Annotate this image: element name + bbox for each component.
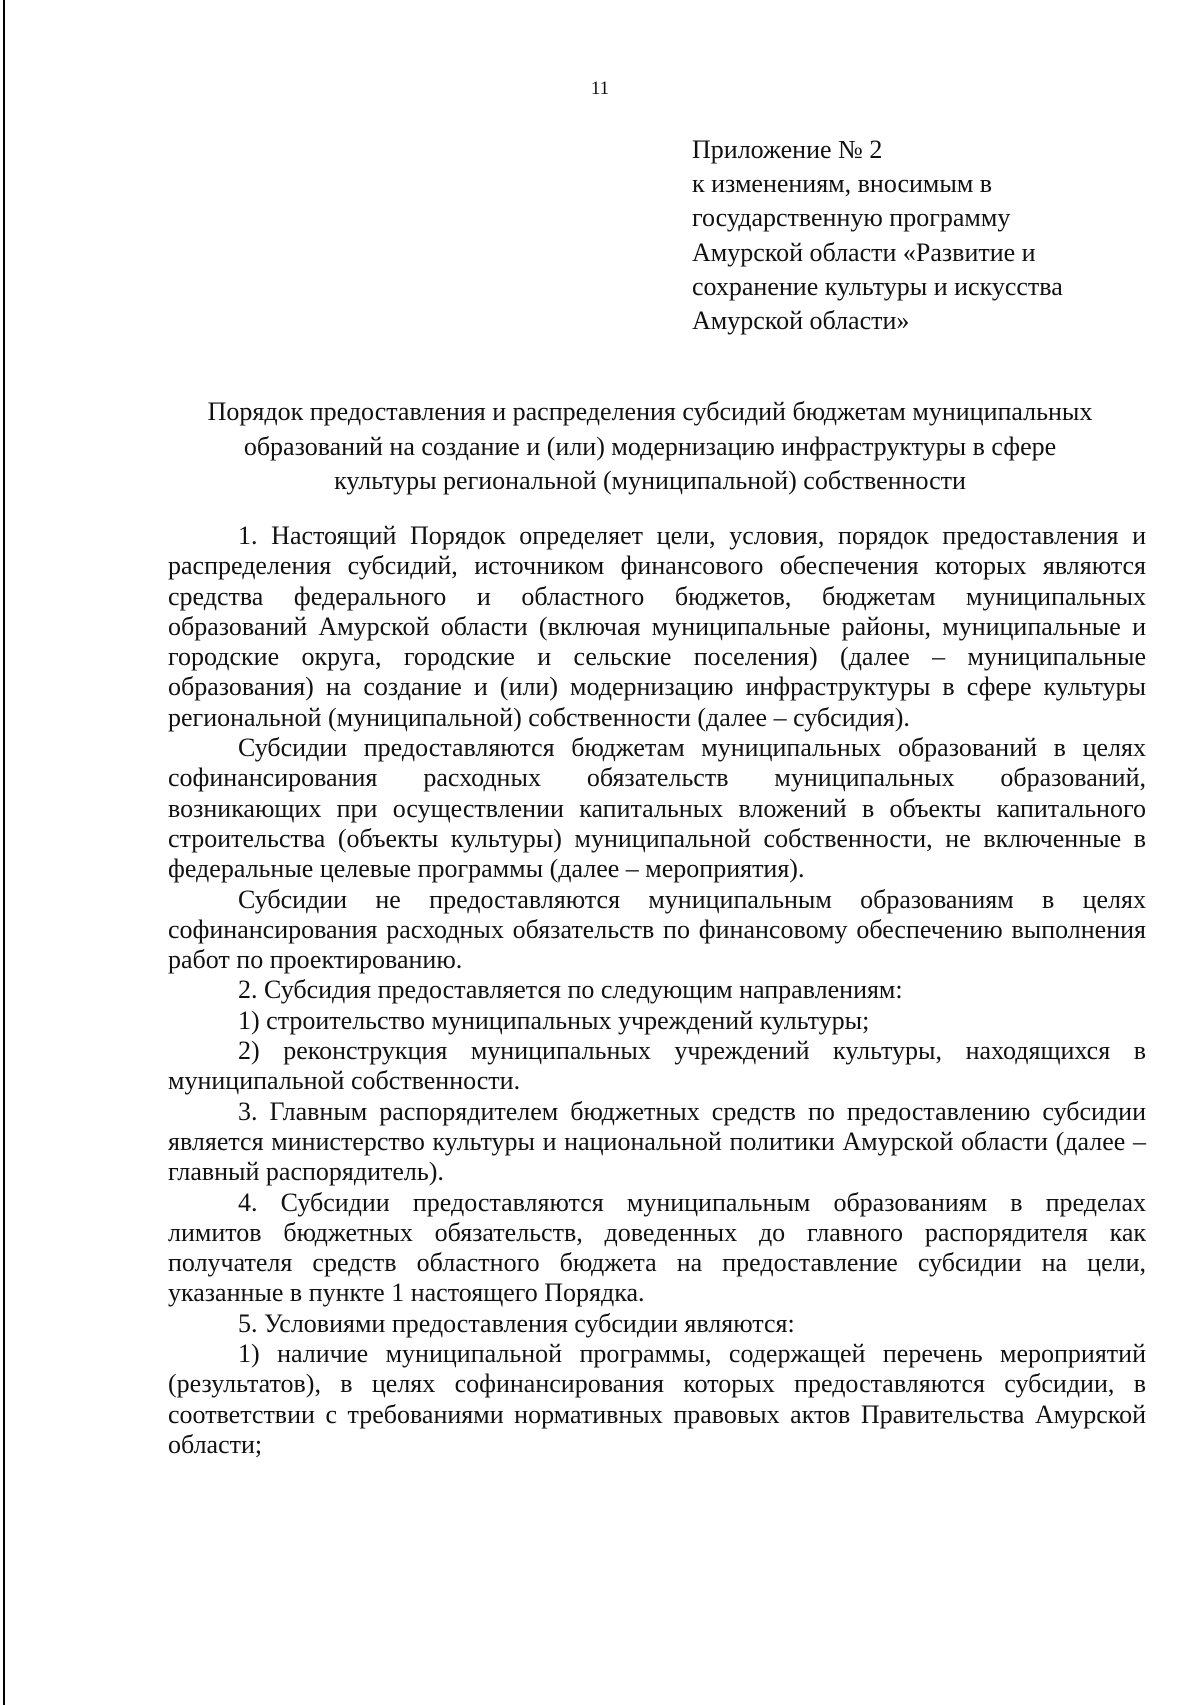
appendix-line: Приложение № 2 <box>692 135 883 164</box>
paragraph-5: 5. Условиями предоставления субсидии являются: <box>238 1308 795 1338</box>
scan-edge-line <box>3 0 5 1705</box>
paragraph-subsidy-purpose: Субсидии предоставляются бюджетам муниципальных образований в целях софинансирования расходных обязательств муниципальных образований, возникающих при осуществлении капитальных вложений в объекты капитального строительства (объекты культуры) муниципальной собственности, не включенные в федеральные целевые программы (далее – мероприятия). <box>168 733 1146 884</box>
title-line: образований на создание и (или) модернизацию инфраструктуры в сфере <box>243 431 1057 461</box>
appendix-line: Амурской области» <box>692 306 910 336</box>
title-line: культуры региональной (муниципальной) собственности <box>334 466 966 495</box>
document-body <box>168 521 1146 1460</box>
page-number: 11 <box>590 78 610 99</box>
paragraph-2: 2. Субсидия предоставляется по следующим направлениям: <box>238 975 903 1005</box>
paragraph-2-item-1: 1) строительство муниципальных учреждений культуры; <box>238 1005 870 1035</box>
appendix-line: к изменениям, вносимым в <box>692 169 993 199</box>
appendix-header <box>692 133 1132 338</box>
appendix-line: государственную программу <box>692 203 1011 233</box>
paragraph-1: 1. Настоящий Порядок определяет цели, условия, порядок предоставления и распределения субсидий, источником финансового обеспечения которых являются средства федерального и областного бюджетов, бюджетам муниципальных образований Амурской области (включая муниципальные районы, муниципальные и городские округа, городские и сельские поселения) (далее – муниципальные образования) на создание и (или) модернизацию инфраструктуры в сфере культуры региональной (муниципальной) собственности (далее – субсидия). <box>168 521 1146 732</box>
paragraph-2-item-2: 2) реконструкция муниципальных учреждений культуры, находящихся в муниципальной собственности. <box>168 1036 1146 1096</box>
appendix-line: сохранение культуры и искусства <box>692 271 1063 301</box>
paragraph-4: 4. Субсидии предоставляются муниципальным образованиям в пределах лимитов бюджетных обязательств, доведенных до главного распорядителя как получателя средств областного бюджета на предоставление субсидии на цели, указанные в пункте 1 настоящего Порядка. <box>168 1187 1146 1308</box>
paragraph-subsidy-exclusion: Субсидии не предоставляются муниципальным образованиям в целях софинансирования расходных обязательств по финансовому обеспечению выполнения работ по проектированию. <box>168 884 1146 975</box>
paragraph-3: 3. Главным распорядителем бюджетных средств по предоставлению субсидии является министерство культуры и национальной политики Амурской области (далее – главный распорядитель). <box>168 1096 1146 1187</box>
paragraph-5-item-1: 1) наличие муниципальной программы, содержащей перечень мероприятий (результатов), в целях софинансирования которых предоставляются субсидии, в соответствии с требованиями нормативных правовых актов Правительства Амурской области; <box>168 1339 1146 1459</box>
document-title <box>150 395 1150 499</box>
appendix-line: Амурской области «Развитие и <box>692 237 1036 267</box>
title-line: Порядок предоставления и распределения субсидий бюджетам муниципальных <box>207 397 1093 426</box>
